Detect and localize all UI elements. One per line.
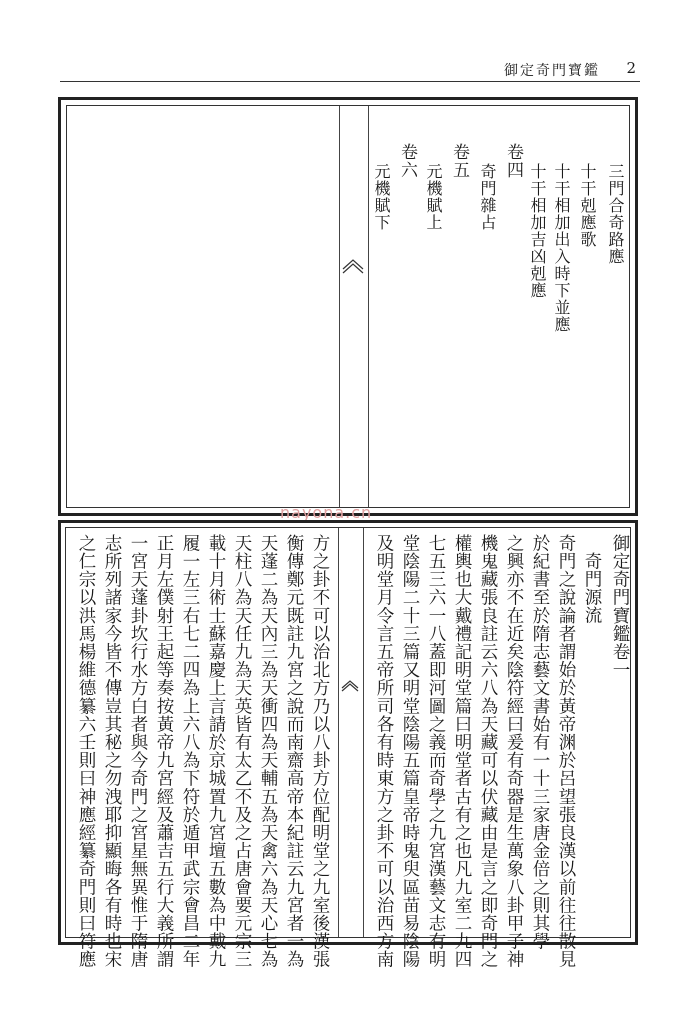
text-column: 之仁宗以洪馬楊維德纂六壬則曰神應經纂奇門則曰符應 [76, 534, 96, 969]
text-column: 奇門之說論者謂始於黃帝渊於呂望張良漢以前往往散見 [556, 534, 576, 969]
toc-item: 十干剋應歌 [578, 163, 597, 248]
toc-volume: 卷六 [397, 143, 417, 179]
text-column: 權輿也大戴禮記明堂篇曰明堂者古有之也凡九室二九四 [452, 534, 472, 969]
text-column: 衡傳鄭元既註九宮之說而南齋高帝本紀註云九宮者一為 [284, 534, 304, 969]
watermark: nayona.cn [280, 503, 373, 522]
toc-item: 十干相加出入時下並應 [552, 163, 571, 333]
header-rule [60, 81, 640, 82]
main-text-frame [58, 520, 638, 969]
text-column: 堂陰陽二十三篇又明堂陰陽五篇皇帝時鬼臾區苗易陰陽 [400, 534, 420, 969]
book-title: 御定奇門寶鑑 [504, 63, 600, 79]
toc-item: 三門合奇路應 [606, 163, 625, 265]
main-text-inner-border [65, 527, 631, 969]
page-header [60, 56, 640, 82]
text-column: 一宮天蓬卦坎行水方白者與今奇門之宮星無異惟于隋唐 [128, 534, 148, 969]
text-column: 履一左三右七二四為上六八為下符於遁甲武宗會昌二年 [180, 534, 200, 969]
toc-item: 元機賦下 [372, 163, 391, 231]
toc-volume: 卷四 [503, 143, 523, 179]
toc-item: 奇門雜占 [478, 163, 497, 231]
text-column: 正月左僕射王起等奏按黃帝九宮經及蕭吉五行大義所謂 [154, 534, 174, 969]
text-column: 及明堂月令言五帝所司各有時東方之卦不可以治西方南 [374, 534, 394, 969]
toc-inner-border [66, 105, 630, 508]
text-column: 載十月術士蘇嘉慶上言請於京城置九宮壇五數為中戴九 [206, 534, 226, 969]
text-column: 之興亦不在近矣陰符經曰爰有奇器是生萬象八卦甲子神 [504, 534, 524, 969]
fold-fishtail-icon [342, 256, 364, 274]
toc-frame [58, 97, 638, 516]
text-column: 志所列諸家今皆不傳豈其秘之勿洩耶抑顯晦各有時也宋 [102, 534, 122, 969]
center-fold [338, 528, 364, 937]
text-column: 於紀書至於隋志藝文書始有一十三家唐金倍之則其學 [530, 534, 550, 951]
fold-fishtail-icon [341, 678, 359, 692]
text-column: 天柱八為天任九為天英皆有太乙不及之占唐會要元宗三 [232, 534, 252, 969]
text-column: 方之卦不可以治北方乃以八卦方位配明堂之九室後漢張 [310, 534, 330, 969]
toc-volume: 卷五 [449, 143, 469, 179]
page-number: 2 [626, 59, 636, 77]
chapter-title: 御定奇門寶鑑卷一 [610, 534, 630, 679]
text-column: 天蓬二為天內三為天衝四為天輔五為天禽六為天心七為 [258, 534, 278, 969]
text-column: 機鬼藏張良註云六八為天藏可以伏藏由是言之即奇門之 [478, 534, 498, 969]
center-fold [339, 106, 369, 507]
toc-item: 元機賦上 [424, 163, 443, 231]
text-column: 七五三六一八蓋即河圖之義而奇學之九宮漢藝文志有明 [426, 534, 446, 969]
toc-blank-half [67, 106, 337, 507]
toc-item: 十干相加吉凶剋應 [528, 163, 547, 299]
section-title: 奇門源流 [582, 552, 602, 625]
